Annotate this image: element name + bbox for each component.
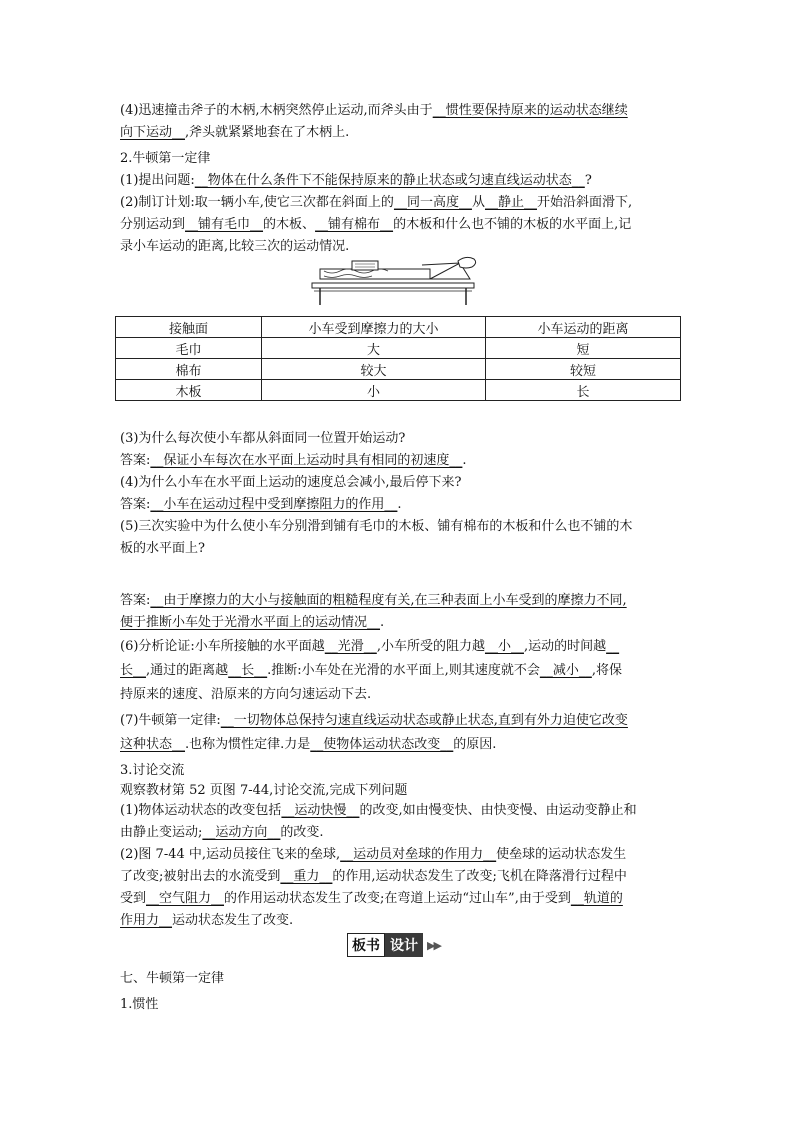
text-segment: 的改变. xyxy=(280,825,324,840)
text-segment: 由静止变运动; xyxy=(120,825,203,840)
text-line xyxy=(120,452,467,470)
text-line xyxy=(120,824,324,842)
text-line xyxy=(120,782,407,800)
text-segment: (4)迅速撞击斧子的木柄,木柄突然停止运动,而斧头由于 xyxy=(120,103,433,118)
text-segment: 的木板、 xyxy=(263,217,316,232)
table-row xyxy=(116,338,681,359)
text-segment: 了改变;被射出去的水流受到 xyxy=(120,869,281,884)
answer-fill-in: __惯性要保持原来的运动状态继续 xyxy=(432,103,628,118)
text-segment: 1.惯性 xyxy=(120,997,159,1012)
text-line xyxy=(120,762,184,780)
text-line xyxy=(120,496,402,514)
double-arrow-icon: ▶▶ xyxy=(427,938,440,952)
answer-fill-in: 这种状态__ xyxy=(120,737,186,752)
text-segment: 观察教材第 52 页图 7-44,讨论交流,完成下列问题 xyxy=(120,783,408,798)
answer-fill-in: __小车在运动过程中受到摩擦阻力的作用__ xyxy=(150,497,398,512)
answer-fill-in: __保证小车每次在水平面上运动时具有相同的初速度__ xyxy=(150,453,463,468)
answer-fill-in: __静止__ xyxy=(484,195,537,210)
answer-fill-in: __物体在什么条件下不能保持原来的静止状态或匀速直线运动状态__ xyxy=(194,173,585,188)
text-line xyxy=(120,430,405,448)
text-line xyxy=(120,614,384,632)
text-segment: 开始沿斜面滑下, xyxy=(536,195,633,210)
text-segment: (4)为什么小车在水平面上运动的速度总会减小,最后停下来? xyxy=(120,475,462,490)
text-segment: ,将保 xyxy=(591,663,622,678)
table-header-cell: 小车运动的距离 xyxy=(486,317,681,338)
table-header-cell: 小车受到摩擦力的大小 xyxy=(262,317,486,338)
text-segment: 从 xyxy=(471,195,485,210)
text-segment: 的木板和什么也不铺的木板的水平面上,记 xyxy=(393,217,632,232)
text-segment: 使垒球的运动状态发生 xyxy=(496,847,627,862)
text-segment: (3)为什么每次使小车都从斜面同一位置开始运动? xyxy=(120,431,406,446)
text-segment: . xyxy=(380,615,385,630)
text-segment: (1)提出问题: xyxy=(120,173,195,188)
table-cell: 较大 xyxy=(262,359,486,380)
table-cell: 较短 xyxy=(486,359,681,380)
answer-fill-in: __运动快慢__ xyxy=(281,803,360,818)
table-header-cell: 接触面 xyxy=(116,317,262,338)
text-segment: .也称为惯性定律.力是 xyxy=(185,737,311,752)
text-line xyxy=(120,712,628,730)
answer-fill-in: __铺有毛巾__ xyxy=(185,217,264,232)
text-segment: ,斧头就紧紧地套在了木柄上. xyxy=(185,125,350,140)
answer-fill-in: 向下运动__ xyxy=(120,125,186,140)
text-line xyxy=(120,194,632,212)
answer-fill-in: __空气阻力__ xyxy=(146,891,225,906)
text-segment: (7)牛顿第一定律: xyxy=(120,713,221,728)
text-segment: 分别运动到 xyxy=(120,217,186,232)
text-line xyxy=(120,686,371,704)
text-segment: 答案: xyxy=(120,453,151,468)
text-segment: (6)分析论证:小车所接触的水平面越 xyxy=(120,639,325,654)
text-segment: 七、牛顿第一定律 xyxy=(120,971,225,986)
text-segment: . xyxy=(397,497,402,512)
text-segment: 运动状态发生了改变. xyxy=(172,913,294,928)
answer-fill-in: __重力__ xyxy=(280,869,333,884)
text-line xyxy=(120,172,592,190)
table-cell: 短 xyxy=(486,338,681,359)
design-label: 设计 xyxy=(385,933,423,957)
text-segment: 持原来的速度、沿原来的方向匀速运动下去. xyxy=(120,687,372,702)
text-segment: 板的水平面上? xyxy=(120,541,205,556)
answer-fill-in: __光滑__ xyxy=(324,639,377,654)
answer-fill-in: __ xyxy=(606,639,620,654)
table-row xyxy=(116,380,681,401)
text-segment: 答案: xyxy=(120,593,151,608)
text-line xyxy=(120,970,224,988)
text-segment: 答案: xyxy=(120,497,151,512)
text-line xyxy=(120,912,293,930)
answer-fill-in: __运动方向__ xyxy=(202,825,281,840)
answer-fill-in: __轨道的 xyxy=(570,891,623,906)
text-segment: 2.牛顿第一定律 xyxy=(120,151,211,166)
table-cell: 木板 xyxy=(116,380,262,401)
text-segment: 受到 xyxy=(120,891,147,906)
text-segment: .推断:小车处在光滑的水平面上,则其速度就不会 xyxy=(267,663,540,678)
answer-fill-in: 长__ xyxy=(120,663,147,678)
answer-fill-in: __一切物体总保持匀速直线运动状态或静止状态,直到有外力迫使它改变 xyxy=(220,713,628,728)
text-segment: 3.讨论交流 xyxy=(120,763,185,778)
text-segment: 录小车运动的距离,比较三次的运动情况. xyxy=(120,239,350,254)
text-line xyxy=(120,474,462,492)
table-header-row xyxy=(116,317,681,338)
text-line xyxy=(120,150,210,168)
text-line xyxy=(120,238,349,256)
answer-fill-in: __减小__ xyxy=(539,663,592,678)
text-segment: ,运动的时间越 xyxy=(523,639,607,654)
text-segment: 的作用运动状态发生了改变;在弯道上运动“过山车”,由于受到 xyxy=(224,891,571,906)
answer-fill-in: __铺有棉布__ xyxy=(315,217,394,232)
answer-fill-in: __使物体运动状态改变__ xyxy=(310,737,454,752)
text-segment: 的作用,运动状态发生了改变;飞机在降落滑行过程中 xyxy=(332,869,627,884)
text-segment: ,通过的距离越 xyxy=(146,663,229,678)
board-design-banner xyxy=(347,934,440,956)
answer-fill-in: 便于推断小车处于光滑水平面上的运动情况__ xyxy=(120,615,381,630)
board-label: 板书 xyxy=(347,933,385,957)
table-row xyxy=(116,359,681,380)
text-segment: (2)图 7-44 中,运动员接住飞来的垒球, xyxy=(120,847,341,862)
text-line xyxy=(120,890,623,908)
text-segment: ,小车所受的阻力越 xyxy=(376,639,485,654)
table-cell: 长 xyxy=(486,380,681,401)
text-segment: . xyxy=(462,453,467,468)
answer-fill-in: __小__ xyxy=(484,639,524,654)
text-segment: (2)制订计划:取一辆小车,使它三次都在斜面上的 xyxy=(120,195,394,210)
text-line xyxy=(120,802,637,820)
text-line xyxy=(120,540,205,558)
answer-fill-in: __由于摩擦力的大小与接触面的粗糙程度有关,在三种表面上小车受到的摩擦力不同, xyxy=(150,593,627,608)
answer-fill-in: __同一高度__ xyxy=(393,195,472,210)
text-segment: ? xyxy=(584,173,592,188)
text-line xyxy=(120,846,626,864)
text-line xyxy=(120,996,158,1014)
text-line xyxy=(120,102,628,120)
text-line xyxy=(120,638,619,656)
answer-fill-in: __长__ xyxy=(228,663,268,678)
text-line xyxy=(120,868,627,886)
answer-fill-in: __运动员对垒球的作用力__ xyxy=(340,847,497,862)
table-cell: 大 xyxy=(262,338,486,359)
text-segment: (5)三次实验中为什么使小车分别滑到铺有毛巾的木板、铺有棉布的木板和什么也不铺的木 xyxy=(120,519,633,534)
text-line xyxy=(120,736,496,754)
text-segment: (1)物体运动状态的改变包括 xyxy=(120,803,282,818)
text-line xyxy=(120,662,622,680)
incline-cart-experiment-icon xyxy=(310,255,480,307)
text-segment: 的原因. xyxy=(453,737,497,752)
text-line xyxy=(120,216,631,234)
answer-fill-in: 作用力__ xyxy=(120,913,173,928)
friction-table xyxy=(115,316,681,401)
table-cell: 小 xyxy=(262,380,486,401)
text-line xyxy=(120,592,627,610)
text-segment: 的改变,如由慢变快、由快变慢、由运动变静止和 xyxy=(359,803,637,818)
text-line xyxy=(120,124,349,142)
table-cell: 毛巾 xyxy=(116,338,262,359)
text-line xyxy=(120,518,632,536)
table-cell: 棉布 xyxy=(116,359,262,380)
